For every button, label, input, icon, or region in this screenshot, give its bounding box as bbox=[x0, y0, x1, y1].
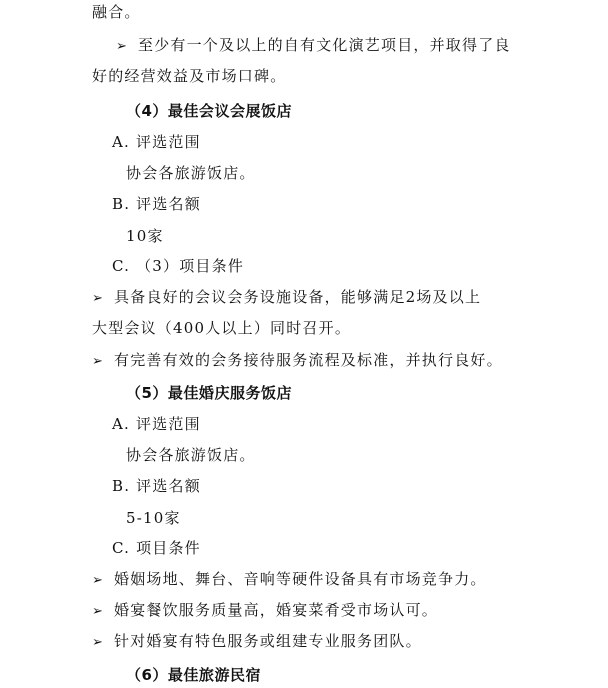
text-line: 好的经营效益及市场口碑。 bbox=[92, 67, 287, 85]
bullet-item bbox=[92, 350, 503, 372]
sub-item-label: C. 项目条件 bbox=[112, 539, 201, 557]
arrowhead-bullet-icon: ➢ bbox=[92, 291, 105, 306]
bullet-item bbox=[92, 569, 487, 591]
text-line: 融合。 bbox=[92, 3, 141, 21]
section-heading: （4）最佳会议会展饭店 bbox=[126, 102, 292, 120]
sub-item-value: 协会各旅游饭店。 bbox=[126, 446, 256, 464]
arrowhead-bullet-icon: ➢ bbox=[92, 573, 105, 588]
section-heading: （5）最佳婚庆服务饭店 bbox=[126, 384, 292, 402]
sub-item-label: A. 评选范围 bbox=[112, 415, 201, 433]
bullet-text: 至少有一个及以上的自有文化演艺项目，并取得了良 bbox=[138, 36, 511, 54]
bullet-item bbox=[92, 600, 438, 622]
sub-item-value: 协会各旅游饭店。 bbox=[126, 164, 256, 182]
sub-item-value: 10家 bbox=[126, 227, 164, 245]
sub-item-label: A. 评选范围 bbox=[112, 133, 201, 151]
sub-item-value: 5-10家 bbox=[126, 509, 181, 527]
text-line: 大型会议（400人以上）同时召开。 bbox=[92, 319, 352, 337]
bullet-item bbox=[92, 287, 481, 309]
section-heading: （6）最佳旅游民宿 bbox=[126, 666, 261, 684]
arrowhead-bullet-icon: ➢ bbox=[92, 635, 105, 650]
arrowhead-bullet-icon: ➢ bbox=[92, 604, 105, 619]
bullet-text: 婚宴餐饮服务质量高，婚宴菜肴受市场认可。 bbox=[114, 601, 439, 619]
arrowhead-bullet-icon: ➢ bbox=[92, 354, 105, 369]
sub-item-label: B. 评选名额 bbox=[112, 477, 201, 495]
bullet-text: 婚姻场地、舞台、音响等硬件设备具有市场竞争力。 bbox=[114, 570, 487, 588]
bullet-text: 针对婚宴有特色服务或组建专业服务团队。 bbox=[114, 632, 422, 650]
arrowhead-bullet-icon: ➢ bbox=[116, 39, 129, 54]
bullet-item bbox=[92, 631, 422, 653]
sub-item-label: C. （3）项目条件 bbox=[112, 257, 245, 275]
bullet-text: 具备良好的会议会务设施设备，能够满足2场及以上 bbox=[114, 288, 482, 306]
sub-item-label: B. 评选名额 bbox=[112, 195, 201, 213]
bullet-text: 有完善有效的会务接待服务流程及标准，并执行良好。 bbox=[114, 351, 503, 369]
bullet-item bbox=[116, 35, 511, 57]
